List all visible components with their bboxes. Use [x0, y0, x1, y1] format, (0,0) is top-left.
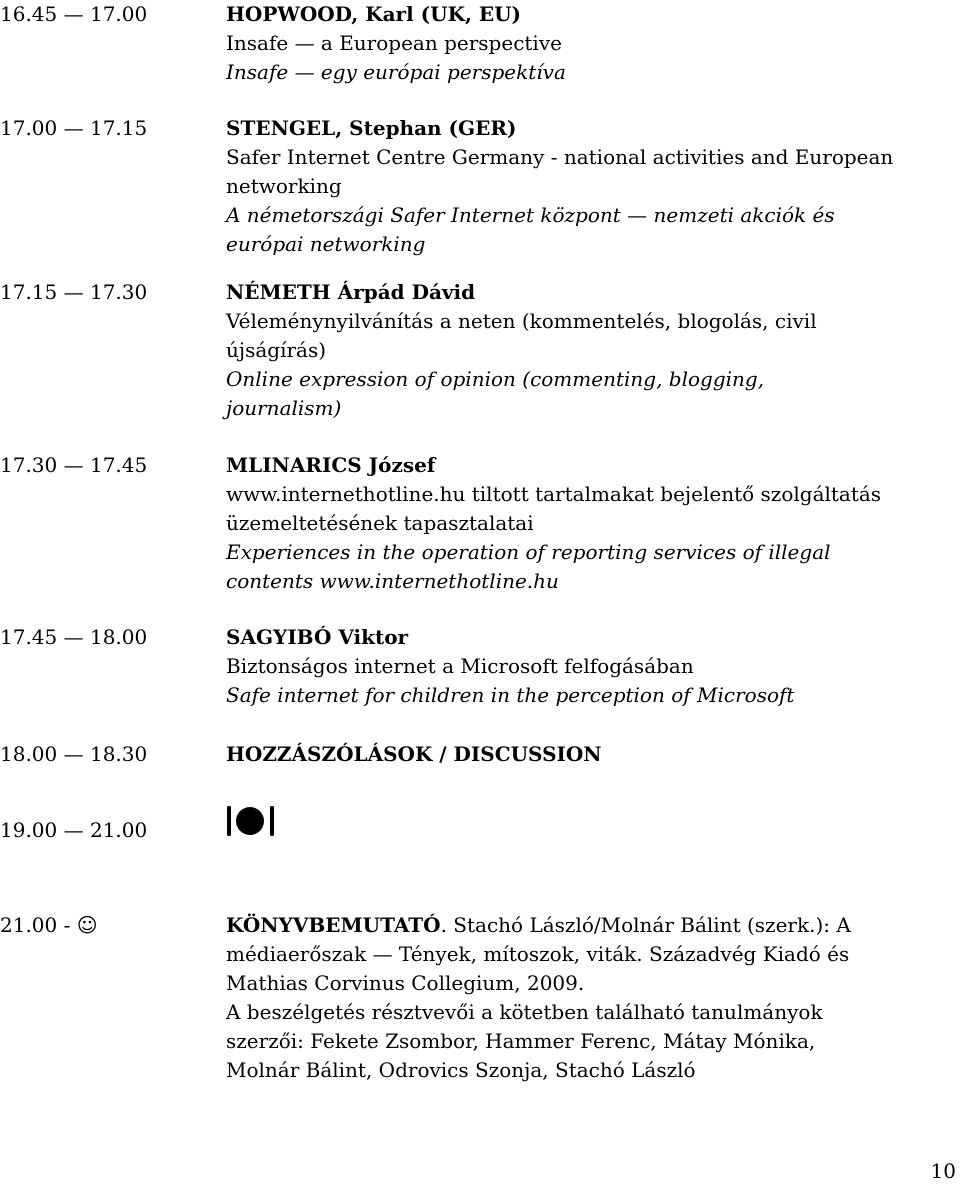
- talk-title-translation: európai networking: [226, 232, 426, 256]
- talk-title: networking: [226, 174, 342, 198]
- entry-body: [226, 623, 948, 710]
- entry-body: [226, 278, 948, 423]
- talk-title-translation: Online expression of opinion (commenting, blogging,: [226, 367, 765, 391]
- entry-body: [226, 0, 948, 87]
- speaker-name: SAGYIBÓ Viktor: [226, 625, 409, 649]
- time-slot: 17.00 — 17.15: [0, 116, 148, 140]
- talk-title: Safer Internet Centre Germany - national activities and European: [226, 145, 894, 169]
- page-number: 10: [930, 1159, 956, 1183]
- discussion-title: HOZZÁSZÓLÁSOK / DISCUSSION: [226, 742, 602, 766]
- talk-title-translation: Insafe — egy európai perspektíva: [226, 60, 566, 84]
- talk-title: üzemeltetésének tapasztalatai: [226, 511, 534, 535]
- time-slot: [0, 911, 98, 940]
- talk-title: újságírás): [226, 338, 327, 362]
- time-slot: 17.30 — 17.45: [0, 453, 148, 477]
- talk-title: Véleménynyilvánítás a neten (kommentelés, blogolás, civil: [226, 309, 817, 333]
- time-slot: 16.45 — 17.00: [0, 2, 148, 26]
- entry-body: [226, 451, 948, 596]
- time-slot: 18.00 — 18.30: [0, 742, 148, 766]
- talk-title: www.internethotline.hu tiltott tartalmakat bejelentő szolgáltatás: [226, 482, 882, 506]
- book-line: A beszélgetés résztvevői a kötetben található tanulmányok: [226, 1000, 823, 1024]
- speaker-name: NÉMETH Árpád Dávid: [226, 280, 476, 304]
- speaker-name: MLINARICS József: [226, 453, 436, 477]
- time-slot: 17.45 — 18.00: [0, 625, 148, 649]
- talk-title: Biztonságos internet a Microsoft felfogásában: [226, 654, 694, 678]
- talk-title-translation: A németországi Safer Internet központ — nemzeti akciók és: [226, 203, 835, 227]
- book-line: [226, 911, 948, 940]
- book-line: szerzői: Fekete Zsombor, Hammer Ferenc, Mátay Mónika,: [226, 1029, 816, 1053]
- fork-plate-knife-icon: [224, 800, 278, 840]
- entry-body: [226, 740, 948, 769]
- talk-title-translation: journalism): [226, 396, 342, 420]
- talk-title-translation: Experiences in the operation of reporting services of illegal: [226, 540, 831, 564]
- smiley-icon: ☺: [76, 913, 98, 937]
- time-slot: 17.15 — 17.30: [0, 280, 148, 304]
- talk-title-translation: Safe internet for children in the perception of Microsoft: [226, 683, 795, 707]
- book-line: Molnár Bálint, Odrovics Szonja, Stachó László: [226, 1058, 696, 1082]
- entry-body: [226, 114, 948, 259]
- speaker-name: STENGEL, Stephan (GER): [226, 116, 517, 140]
- time-slot: 19.00 — 21.00: [0, 818, 148, 842]
- book-line: Mathias Corvinus Collegium, 2009.: [226, 971, 585, 995]
- entry-body: [226, 911, 948, 1085]
- speaker-name: HOPWOOD, Karl (UK, EU): [226, 2, 522, 26]
- time-label: 21.00 -: [0, 913, 71, 937]
- book-title: KÖNYVBEMUTATÓ: [226, 913, 441, 937]
- talk-title-translation: contents www.internethotline.hu: [226, 569, 559, 593]
- book-citation: . Stachó László/Molnár Bálint (szerk.): A: [440, 913, 851, 937]
- book-line: médiaerőszak — Tények, mítoszok, viták. Századvég Kiadó és: [226, 942, 850, 966]
- talk-title: Insafe — a European perspective: [226, 31, 562, 55]
